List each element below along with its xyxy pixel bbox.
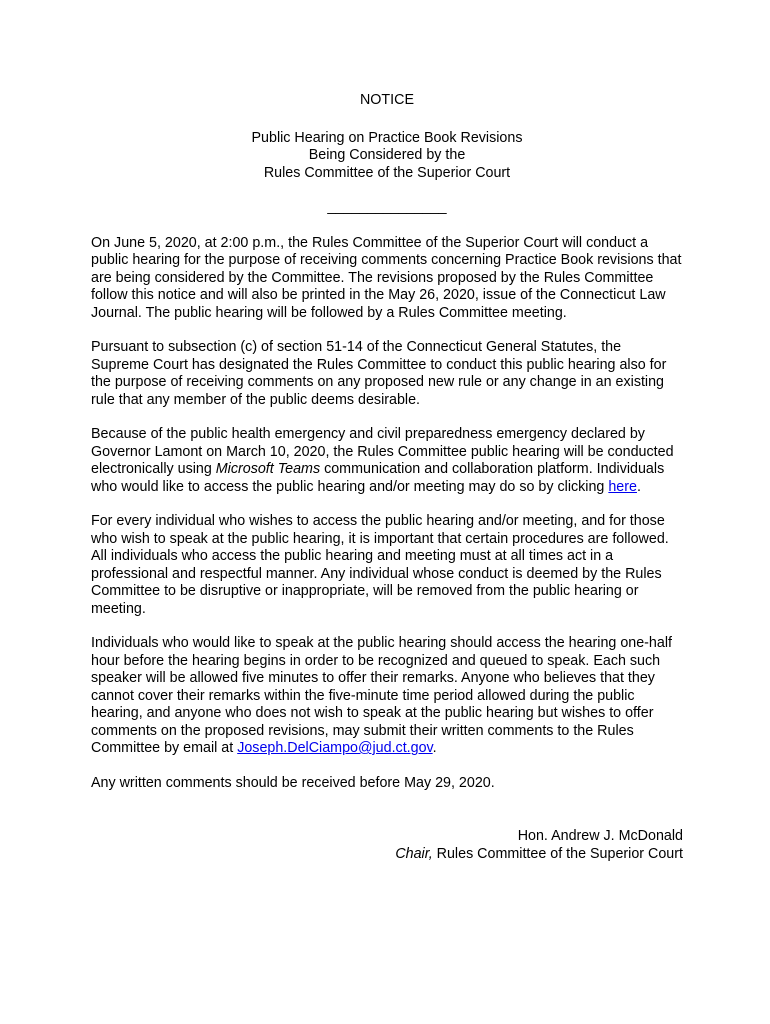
paragraph-speaking xyxy=(91,635,683,758)
signature-title-italic: Chair, xyxy=(395,845,433,862)
paragraph-electronic-access xyxy=(91,426,683,496)
signature-title xyxy=(91,846,683,864)
para5-text-end: . xyxy=(432,740,437,756)
email-link[interactable]: Joseph.DelCiampo@jud.ct.gov xyxy=(237,740,433,756)
document-page xyxy=(91,92,683,863)
paragraph-statute: Pursuant to subsection (c) of section 51-14 of the Connecticut General Statutes, the Supreme Court has designated the Rules Committee to conduct this public hearing also for the purpose of receiving comments on any proposed new rule or any change in an existing rule that any member of the public deems desirable. xyxy=(91,339,667,408)
subtitle-block xyxy=(91,130,683,183)
para3-text-end: . xyxy=(636,478,641,495)
paragraph-hearing-date: On June 5, 2020, at 2:00 p.m., the Rules Committee of the Superior Court will conduct a public hearing for the purpose of receiving comments concerning Practice Book revisions that are being considered by the Committee. The revisions proposed by the Rules Committee follow this notice and will also be printed in the May 26, 2020, issue of the Connecticut Law Journal. The public hearing will be followed by a Rules Committee meeting. xyxy=(91,234,682,321)
subtitle-line-3: Rules Committee of the Superior Court xyxy=(263,164,511,181)
notice-heading: NOTICE xyxy=(359,92,414,108)
microsoft-teams-text: Microsoft Teams xyxy=(215,461,321,477)
signature-block xyxy=(91,828,683,863)
para5-text-before: Individuals who would like to speak at the public hearing should access the hearing one-half hour before the hearing begins in order to be recognized and queued to speak. Each such speaker will be allowed five minutes to offer their remarks. Anyone who believes that they cannot cover their remarks within the five-minute time period allowed during the public hearing, and anyone who does not wish to speak at the public hearing but wishes to offer comments on the proposed revisions, may submit their written comments to the Rules Committee by email at xyxy=(91,635,672,756)
paragraph-deadline: Any written comments should be received before May 29, 2020. xyxy=(91,774,495,791)
subtitle-line-1: Public Hearing on Practice Book Revisions xyxy=(251,129,523,146)
signature-title-rest: Rules Committee of the Superior Court xyxy=(432,845,683,862)
paragraph-procedures: For every individual who wishes to access the public hearing and/or meeting, and for those who wish to speak at the public hearing, it is important that certain procedures are followed. All individuals who access the public hearing and meeting must at all times act in a professional and respectful manner. Any individual whose conduct is deemed by the Rules Committee to be disruptive or inappropriate, will be removed from the public hearing or meeting. xyxy=(91,513,669,617)
signature-name: Hon. Andrew J. McDonald xyxy=(517,828,683,844)
separator-line: _______________ xyxy=(327,199,447,215)
here-link[interactable]: here xyxy=(608,478,637,495)
para3-text-after: communication and collaboration platform. Individuals who would like to access the public hearing and/or meeting may do so by clicking xyxy=(91,461,665,495)
para3-text-before: Because of the public health emergency and civil preparedness emergency declared by Governor Lamont on March 10, 2020, the Rules Committee public hearing will be conducted electronically using xyxy=(91,426,674,477)
subtitle-line-2: Being Considered by the xyxy=(308,147,466,163)
